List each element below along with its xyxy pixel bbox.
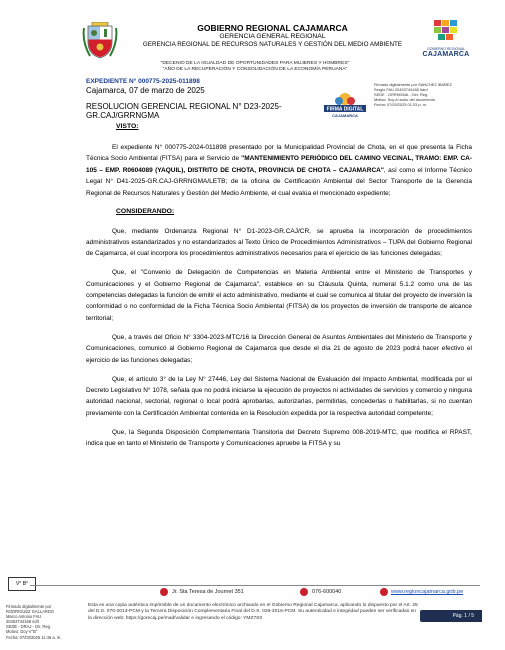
document-identification	[86, 78, 326, 120]
signature-line: Fecha: 07/03/2025 01:33 p. m.	[374, 101, 427, 107]
paragraph-disposicion: Que, la Segunda Disposición Complementaria Transitoria del Decreto Supremo 008-2019-MTC, que modifica el RPAST, indica que en tanto el Ministerio de Transporte y Comunicaciones apruebe la FITSA y su	[86, 428, 472, 448]
region-logo	[418, 18, 474, 62]
paragraph-text: El expediente N° 000775-2024-011898 presentado por la Municipalidad Provincial de Chota, en el que presenta la Ficha Técnica Socio Ambiental (FITSA) para el Servicio de	[86, 144, 472, 163]
web-icon	[380, 588, 388, 596]
footer-signature-line: Marco Antonio FAU	[6, 614, 42, 620]
document-body	[86, 122, 472, 457]
seal-subtext: CAJAMARCA	[332, 113, 358, 118]
footer-divider	[30, 585, 480, 586]
motto-line-1: "DECENIO DE LA IGUALDAD DE OPORTUNIDADES PARA MUJERES Y HOMBRES"	[160, 61, 350, 66]
digital-signature-badge	[322, 92, 368, 118]
footer-signature-line: Firmado digitalmente por	[6, 604, 52, 609]
document-header	[0, 0, 505, 78]
footer-signature-line: Motivo: Doy V°B°	[6, 629, 38, 635]
footer-signature-line: 20453744168 soft	[6, 619, 39, 625]
resolution-number: RESOLUCION GERENCIAL REGIONAL N° D23-2025-GR.CAJ/GRRNGMA	[86, 102, 282, 120]
department-title: GERENCIA REGIONAL DE RECURSOS NATURALES Y GESTIÓN DEL MEDIO AMBIENTE	[142, 41, 403, 48]
digital-signature-info	[374, 83, 484, 108]
footer-address: Jr. Sta Teresa de Journet 351	[172, 589, 244, 595]
paragraph-ordenanza: Que, mediante Ordenanza Regional N° D1-2023-GR.CAJ/CR, se aprueba la incorporación de procedimientos administrativos estandarizados y no estandarizados al Texto Único de Procedimientos Administrativos – TUPA del Gobierno Regional de Cajamarca, el cual incorpora los procedimientos administrativos necesarios para el ejercicio de las funciones delegadas;	[86, 227, 472, 258]
expediente-number: EXPEDIENTE N° 000775-2025-011898	[86, 78, 200, 85]
paragraph-text: , así como el Informe Técnico Legal N° D41-2025-GR.CAJ-GRRNGMA/LETB; de la oficina de Certificación Ambiental del Sector Transporte de la Gerencia Regional de Recursos Naturales y Gestión del Medio Ambiente, el cual evalúa el mencionado expediente;	[86, 166, 473, 197]
signature-line: Firmado digitalmente por SANCHEZ IBAÑEZ	[374, 82, 452, 87]
paragraph-expediente	[86, 142, 472, 199]
paragraph-oficio: Que, a través del Oficio N° 3304-2023-MTC/16 la Dirección General de Asuntos Ambientales del Ministerio de Transporte y Comunicaciones, comunicó al Gobierno Regional de Cajamarca que desde el día 21 de agosto de 2023 podrá hacer efectivo el ejercicio de las funciones delegadas;	[86, 333, 472, 364]
footer-signature-line: Fecha: 07/03/2025 11:46 a. m.	[6, 634, 62, 640]
brand-name: CAJAMARCA	[422, 51, 470, 58]
approval-stamp: V° B°	[8, 577, 36, 591]
considerando-heading: CONSIDERANDO:	[116, 207, 175, 215]
location-icon	[160, 588, 168, 596]
authenticity-note: Esta es una copia auténtica imprimible de un documento electrónico archivado en el Gobierno Regional Cajamarca, aplicando lo dispuesto por el Art. 25 del D.S. 070-2013-PCM y la Tercera Disposición Complementaria Final del D.S. 026-2016-PCM. Su autenticidad e integridad pueden ser verificadas en la dirección web: https://gorecaj.pe/mad/validar e ingresando el código: YMZ7S0	[88, 603, 418, 621]
paragraph-convenio: Que, el "Convenio de Delegación de Competencias en Materia Ambiental entre el Ministerio de Transportes y Comunicaciones y el Gobierno Regional de Cajamarca", establece en su Cláusula Quinta, numeral 5.1.2 como una de las competencias delegadas la función de emitir el acto administrativo, mediante el cual se comunica al titular del proyecto de inversión la conformidad o no conformidad de la Ficha Técnica Socio Ambiental (FITSA) de los proyectos de inversión de transporte de alcance territorial;	[86, 269, 472, 322]
brand-subtitle: GOBIERNO REGIONAL	[427, 47, 465, 51]
paragraph-ley: Que, el artículo 3° de la Ley N° 27446, Ley del Sistema Nacional de Evaluación del Impacto Ambiental, modificada por el Decreto Legislativo N° 1078, señala que no podrá iniciarse la ejecución de proyectos ni actividades de servicios y comercio y ninguna autoridad nacional, sectorial, regional o local podrá aprobarlas, autorizarlas, permitirlas, concederlas o habilitarlas, si no cuentan previamente con la Certificación Ambiental contenida en la Resolución expedida por la respectiva autoridad competente;	[86, 375, 472, 417]
signature-line: Motivo: Soy el autor del documento	[374, 96, 435, 102]
footer-signature-info	[6, 604, 78, 640]
region-cube-icon	[432, 18, 460, 42]
document-date: Cajamarca, 07 de marzo de 2025	[86, 86, 205, 95]
footer-phone: 076-600040	[312, 589, 342, 595]
management-title: GERENCIA GENERAL REGIONAL	[219, 33, 326, 40]
seal-text: FIRMA DIGITAL	[326, 106, 364, 113]
visto-heading: VISTO:	[116, 123, 139, 130]
footer-signature-line: RODRIGUEZ GALLARDO	[6, 609, 54, 615]
footer-signature-line: SEDE - DRAJ - Dir. Reg.	[6, 624, 52, 630]
signature-line: Sergio FAU 20453744168 hard	[374, 86, 428, 92]
motto-line-2: "AÑO DE LA RECUPERACIÓN Y CONSOLIDACIÓN DE LA ECONOMÍA PERUANA"	[162, 67, 348, 72]
government-title: GOBIERNO REGIONAL CAJAMARCA	[197, 23, 348, 33]
footer-website-link[interactable]: www.regioncajamarca.gob.pe	[391, 589, 464, 595]
page-number: Pág. 1 / 5	[420, 610, 482, 622]
project-name: "MANTENIMIENTO PERIÓDICO DEL CAMINO VECINAL, TRAMO: EMP. CA-105 – EMP. R0604089 (YAQUIL), DISTRITO DE CHOTA, PROVINCIA DE CHOTA – CAJAMARCA"	[86, 155, 472, 174]
header-motto	[95, 61, 415, 73]
signature-line: SEDE - GRRNGMA - Ger. Reg.	[374, 91, 429, 97]
header-titles	[130, 23, 415, 49]
coat-of-arms-icon	[82, 22, 118, 60]
signature-seal-icon	[322, 92, 368, 118]
phone-icon	[300, 588, 308, 596]
